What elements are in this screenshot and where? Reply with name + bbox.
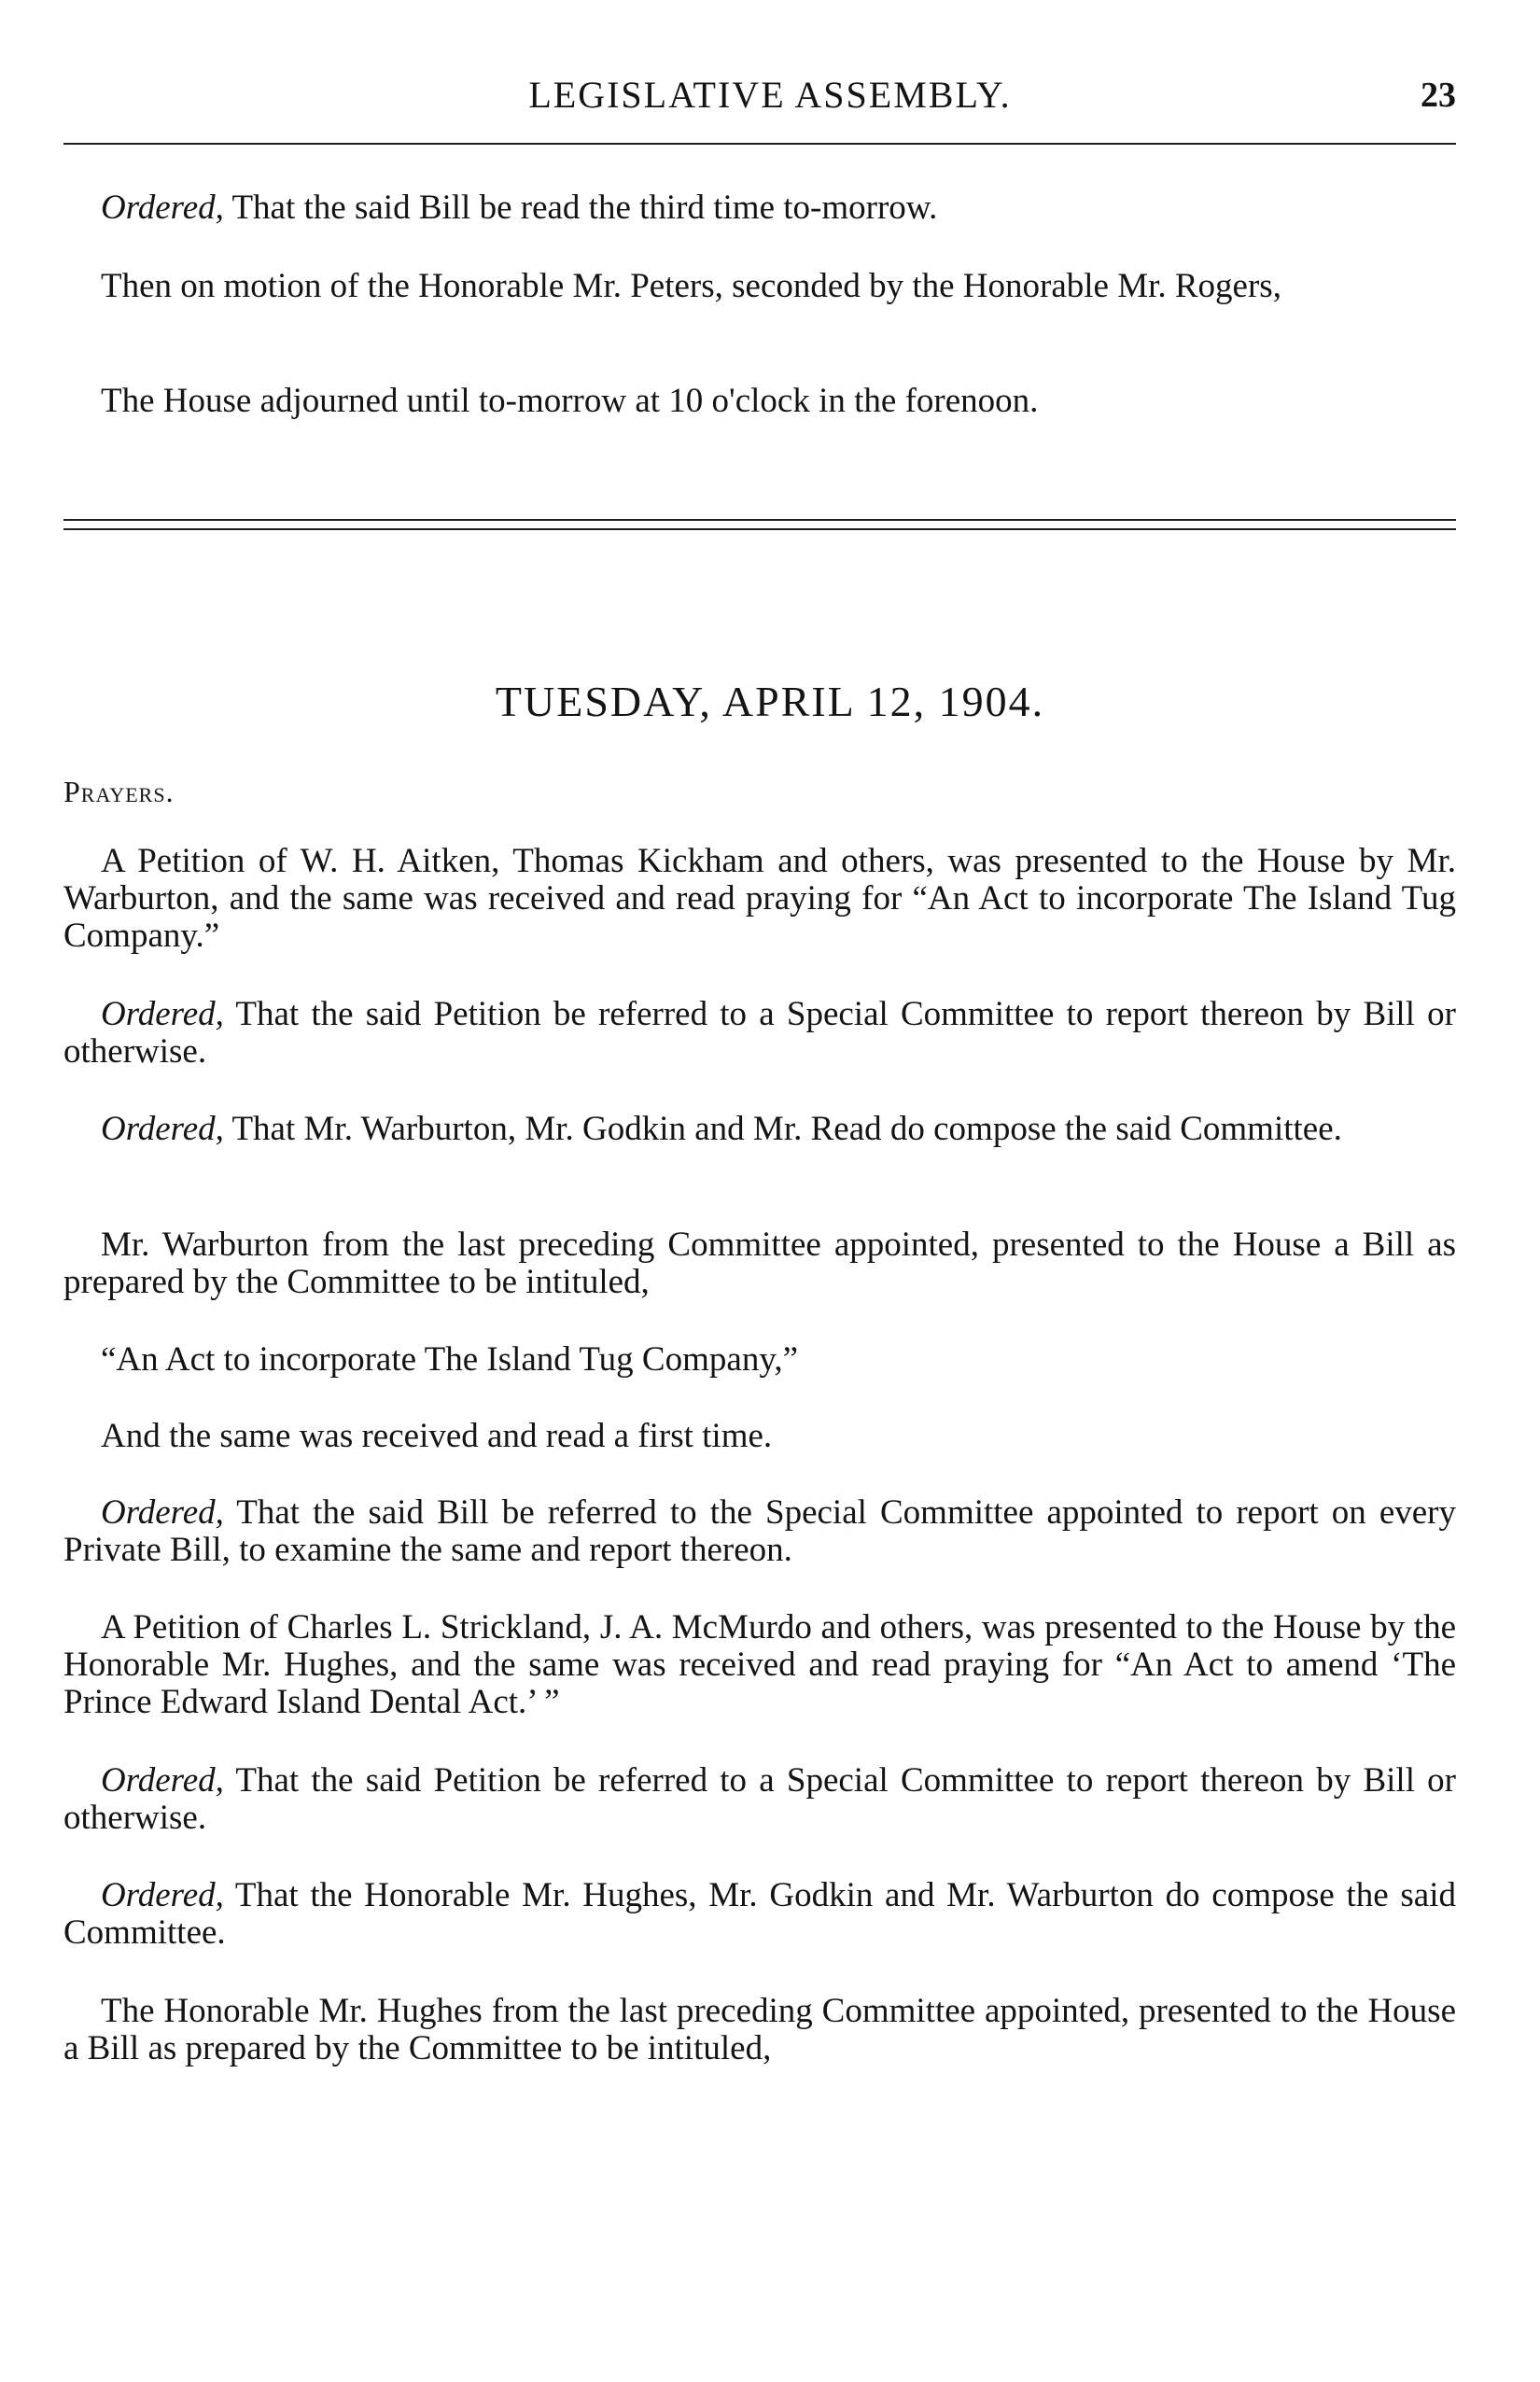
running-title: LEGISLATIVE ASSEMBLY. — [528, 74, 1012, 116]
paragraph-warburton-bill — [63, 1226, 1456, 1301]
ordered-label: Ordered, — [101, 1761, 224, 1800]
paragraph-first-reading — [63, 1418, 1456, 1455]
paragraph-petition-aitken — [63, 843, 1456, 955]
paragraph-text: The House adjourned until to-morrow at 10 o'clock in the forenoon. — [101, 382, 1039, 420]
paragraph-text: That Mr. Warburton, Mr. Godkin and Mr. Read do compose the said Committee. — [223, 1110, 1342, 1148]
prayers-label: Prayers. — [63, 775, 175, 808]
paragraph-motion — [63, 268, 1456, 305]
paragraph-text: That the Honorable Mr. Hughes, Mr. Godkin and Mr. Warburton do compose the said Committee. — [63, 1876, 1456, 1952]
paragraph-hughes-bill — [63, 1993, 1456, 2067]
ordered-label: Ordered, — [101, 1876, 224, 1914]
section-rule-bottom — [63, 528, 1456, 530]
paragraph-text: That the said Bill be read the third time to-morrow. — [223, 189, 938, 227]
ordered-label: Ordered, — [101, 995, 224, 1033]
paragraph-ordered-third-reading — [63, 189, 1456, 227]
paragraph-ordered-referred — [63, 996, 1456, 1071]
paragraph-ordered-committee — [63, 1111, 1456, 1148]
paragraph-text: Then on motion of the Honorable Mr. Peters, seconded by the Honorable Mr. Rogers, — [101, 267, 1281, 305]
paragraph-adjourned — [63, 383, 1456, 420]
paragraph-text: That the said Petition be referred to a Special Committee to report thereon by Bill or otherwise. — [63, 1761, 1456, 1837]
ordered-label: Ordered, — [101, 189, 224, 227]
paragraph-text: A Petition of W. H. Aitken, Thomas Kickham and others, was presented to the House by Mr. Warburton, and the same was received and read praying for “An Act to incorporate The Island Tug Company.” — [63, 842, 1456, 955]
paragraph-ordered-referred-2 — [63, 1762, 1456, 1837]
paragraph-text: That the said Bill be referred to the Special Committee appointed to report on every Private Bill, to examine the same and report thereon. — [63, 1493, 1456, 1569]
paragraph-ordered-private-bill — [63, 1494, 1456, 1569]
paragraph-text: Mr. Warburton from the last preceding Committee appointed, presented to the House a Bill as prepared by the Committee to be intituled, — [63, 1226, 1456, 1301]
paragraph-petition-strickland — [63, 1609, 1456, 1721]
paragraph-ordered-committee-2 — [63, 1877, 1456, 1952]
paragraph-text: That the said Petition be referred to a Special Committee to report thereon by Bill or otherwise. — [63, 995, 1456, 1071]
ordered-label: Ordered, — [101, 1493, 224, 1532]
paragraph-text: And the same was received and read a first time. — [101, 1417, 773, 1455]
paragraph-text: A Petition of Charles L. Strickland, J. A. McMurdo and others, was presented to the House by the Honorable Mr. Hughes, and the same was received and read praying for “An Act to amend ‘The Prince Edward Island Dental Act.’ ” — [63, 1608, 1456, 1721]
page-number: 23 — [1421, 76, 1456, 115]
header-rule — [63, 143, 1456, 145]
ordered-label: Ordered, — [101, 1110, 224, 1148]
paragraph-act-title — [63, 1341, 1456, 1379]
paragraph-text: “An Act to incorporate The Island Tug Company,” — [101, 1340, 799, 1379]
section-rule-top — [63, 519, 1456, 521]
date-heading: TUESDAY, APRIL 12, 1904. — [495, 678, 1045, 725]
paragraph-text: The Honorable Mr. Hughes from the last preceding Committee appointed, presented to the House a Bill as prepared by the Committee to be intituled, — [63, 1992, 1456, 2067]
